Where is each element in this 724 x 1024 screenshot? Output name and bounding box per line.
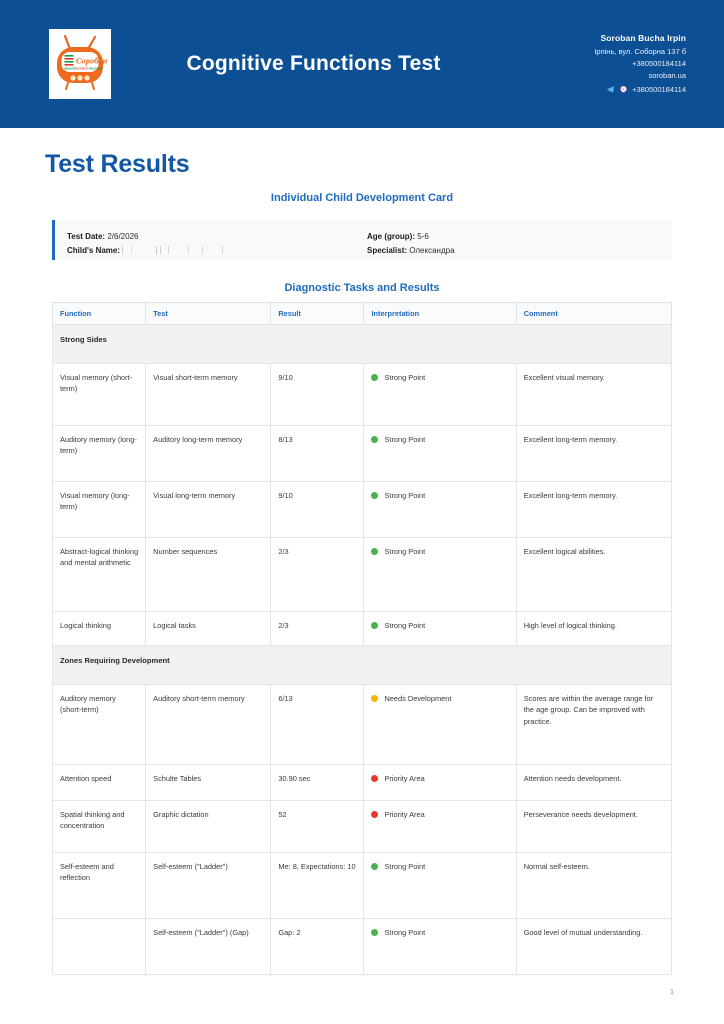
table-body: [53, 325, 672, 975]
svg-text:ШКОЛА: ШКОЛА: [64, 66, 76, 71]
group-label: Zones Requiring Development: [53, 646, 672, 685]
cell-function: [53, 919, 146, 975]
cell-test: Auditory long-term memory: [146, 426, 271, 482]
status-dot: [371, 548, 378, 555]
table-group-row: [53, 646, 672, 685]
status-dot: [371, 622, 378, 629]
cell-function: Visual memory (short-term): [53, 364, 146, 426]
cell-interpretation: [364, 426, 516, 482]
table-head: [53, 303, 672, 325]
status-dot: [371, 811, 378, 818]
status-label: Strong Point: [384, 928, 426, 937]
status-label: Strong Point: [384, 435, 426, 444]
test-date-label: Test Date:: [67, 232, 106, 241]
status-label: Priority Area: [384, 774, 425, 783]
cell-comment: Good level of mutual understanding.: [516, 919, 671, 975]
cell-result: 6/13: [271, 685, 364, 765]
child-name-label: Child's Name:: [67, 245, 121, 255]
info-column-right: [367, 230, 658, 255]
svg-text:Соробан: Соробан: [76, 56, 108, 66]
status-label: Strong Point: [384, 373, 426, 382]
status-label: Strong Point: [384, 862, 426, 871]
cell-comment: Perseverance needs development.: [516, 801, 671, 853]
header-contact-block: [506, 32, 694, 95]
column-header-interpretation: Interpretation: [364, 303, 516, 325]
telegram-icon[interactable]: [606, 85, 615, 94]
cell-result: 9/10: [271, 364, 364, 426]
logo-container: [49, 29, 111, 99]
cell-interpretation: [364, 685, 516, 765]
status-dot: [371, 492, 378, 499]
table-row: [53, 685, 672, 765]
page-body: [0, 150, 724, 975]
table-row: [53, 612, 672, 646]
child-name-value-redacted: [122, 246, 227, 254]
cell-interpretation: [364, 538, 516, 612]
age-group-row: [367, 230, 658, 244]
child-info-card: [52, 220, 672, 260]
status-label: Priority Area: [384, 810, 425, 819]
group-label: Strong Sides: [53, 325, 672, 364]
cell-result: 8/13: [271, 426, 364, 482]
cell-comment: Excellent long-term memory.: [516, 482, 671, 538]
cell-test: Auditory short-term memory: [146, 685, 271, 765]
cell-result: 52: [271, 801, 364, 853]
cell-result: Gap: 2: [271, 919, 364, 975]
svg-text:УСНОГО: УСНОГО: [75, 66, 89, 71]
table-row: [53, 765, 672, 801]
page-header: [0, 0, 724, 128]
status-dot: [371, 695, 378, 702]
cell-test: Visual long-term memory: [146, 482, 271, 538]
cell-interpretation: [364, 919, 516, 975]
specialist-row: [367, 244, 658, 258]
contact-phone[interactable]: +380500184114: [632, 59, 686, 69]
status-dot: [371, 929, 378, 936]
cell-comment: Attention needs development.: [516, 765, 671, 801]
cell-test: Schulte Tables: [146, 765, 271, 801]
status-label: Strong Point: [384, 621, 426, 630]
viber-icon[interactable]: [619, 85, 628, 94]
cell-interpretation: [364, 801, 516, 853]
status-label: Needs Development: [384, 694, 452, 703]
cell-function: Auditory memory (short-term): [53, 685, 146, 765]
table-row: [53, 482, 672, 538]
specialist-value: Олександра: [409, 245, 455, 255]
table-row: [53, 364, 672, 426]
table-row: [53, 426, 672, 482]
page-subtitle: Individual Child Development Card: [270, 192, 454, 204]
cell-interpretation: [364, 364, 516, 426]
cell-test: Logical tasks: [146, 612, 271, 646]
status-dot: [371, 374, 378, 381]
specialist-label: Specialist:: [367, 245, 408, 255]
test-date-value: 2/6/2026: [107, 232, 139, 241]
results-table-container: [52, 302, 672, 975]
cell-function: Abstract-logical thinking and mental arithmetic: [53, 538, 146, 612]
contact-address: Ірпінь, вул. Соборна 137 б: [594, 47, 686, 57]
cell-test: Number sequences: [146, 538, 271, 612]
cell-comment: Scores are within the average range for the age group. Can be improved with practice.: [516, 685, 671, 765]
cell-result: 9/10: [271, 482, 364, 538]
cell-test: Visual short-term memory: [146, 364, 271, 426]
cell-test: Self-esteem ("Ladder"): [146, 853, 271, 919]
contact-messenger-phone[interactable]: +380500184114: [632, 84, 686, 94]
soroban-logo-icon: [52, 33, 108, 95]
cell-function: Visual memory (long-term): [53, 482, 146, 538]
table-row: [53, 853, 672, 919]
cell-result: 30.90 sec: [271, 765, 364, 801]
cell-function: Self-esteem and reflection: [53, 853, 146, 919]
status-label: Strong Point: [384, 547, 426, 556]
cell-result: 2/3: [271, 538, 364, 612]
status-dot: [371, 863, 378, 870]
contact-org: Soroban Bucha Irpin: [600, 33, 686, 44]
table-row: [53, 801, 672, 853]
cell-result: Me: 8, Expectations: 10: [271, 853, 364, 919]
cell-test: Self-esteem ("Ladder") (Gap): [146, 919, 271, 975]
cell-interpretation: [364, 612, 516, 646]
table-header-row: [53, 303, 672, 325]
cell-result: 2/3: [271, 612, 364, 646]
cell-function: Spatial thinking and concentration: [53, 801, 146, 853]
table-row: [53, 538, 672, 612]
cell-function: Auditory memory (long-term): [53, 426, 146, 482]
svg-text:РАХУНКУ: РАХУНКУ: [89, 66, 104, 71]
cell-interpretation: [364, 482, 516, 538]
header-title: Cognitive Functions Test: [186, 52, 441, 75]
column-header-test: Test: [146, 303, 271, 325]
contact-messengers: [506, 84, 686, 96]
test-date-row: [67, 230, 367, 244]
cell-interpretation: [364, 765, 516, 801]
column-header-comment: Comment: [516, 303, 671, 325]
page-title: Test Results: [45, 150, 190, 178]
status-dot: [371, 436, 378, 443]
section-title: Diagnostic Tasks and Results: [284, 282, 440, 294]
cell-comment: Normal self-esteem.: [516, 853, 671, 919]
cell-comment: Excellent long-term memory.: [516, 426, 671, 482]
info-column-left: [67, 230, 367, 255]
cell-comment: Excellent visual memory.: [516, 364, 671, 426]
table-row: [53, 919, 672, 975]
column-header-function: Function: [53, 303, 146, 325]
table-group-row: [53, 325, 672, 364]
status-label: Strong Point: [384, 491, 426, 500]
cell-function: Attention speed: [53, 765, 146, 801]
cell-test: Graphic dictation: [146, 801, 271, 853]
cell-comment: Excellent logical abilities.: [516, 538, 671, 612]
status-dot: [371, 775, 378, 782]
contact-website[interactable]: soroban.ua: [648, 71, 686, 81]
cell-comment: High level of logical thinking.: [516, 612, 671, 646]
page-number: 1: [669, 987, 674, 996]
cell-function: Logical thinking: [53, 612, 146, 646]
column-header-result: Result: [271, 303, 364, 325]
child-name-row: [67, 244, 367, 258]
cell-interpretation: [364, 853, 516, 919]
results-table: [52, 302, 672, 975]
age-group-value: 5-6: [417, 232, 429, 241]
age-group-label: Age (group):: [367, 232, 415, 241]
